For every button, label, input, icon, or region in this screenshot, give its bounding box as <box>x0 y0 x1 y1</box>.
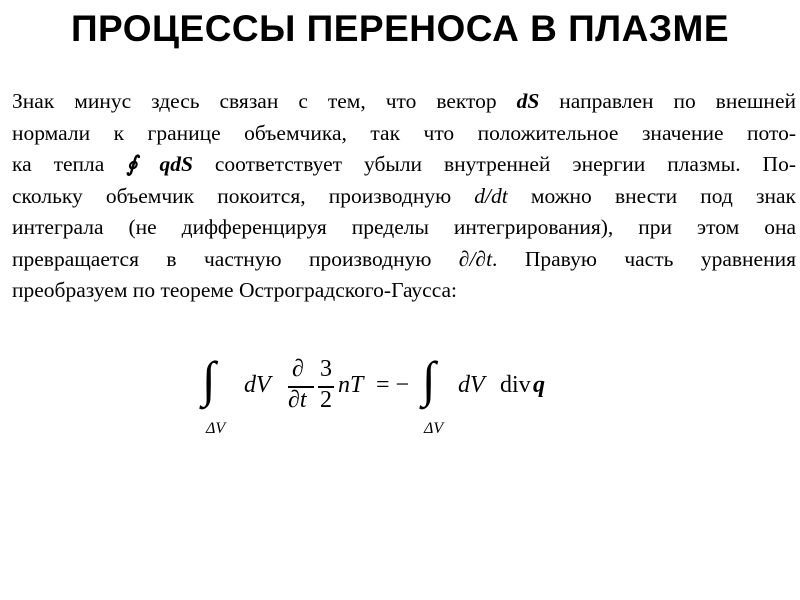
differential-dv-left: dV <box>244 372 271 398</box>
integral-lower-limit-right: ΔV <box>424 420 444 437</box>
integral-sign-left: ∫ <box>202 351 216 407</box>
nt-term: nT <box>338 372 364 398</box>
text-line: превращается в частную производную ∂/∂t. Правую часть уравнения <box>12 246 796 271</box>
text-line: нормали к границе объемчика, так что положительное значение пото- <box>12 120 796 145</box>
integral-sign-right: ∫ <box>422 351 436 407</box>
text-line: преобразуем по теореме Остроградского-Гаусса: <box>12 278 458 302</box>
integral-lower-limit-left: ΔV <box>206 420 226 437</box>
fraction-denominator: 2 <box>320 387 332 413</box>
div-operator: div <box>500 372 531 398</box>
differential-dv-right: dV <box>458 372 485 398</box>
q-vector: q <box>533 372 545 398</box>
text-line: скольку объемчик покоится, производную d/dt можно внести под знак <box>12 183 796 208</box>
text-line: Знак минус здесь связан с тем, что вектор dS направлен по внешней <box>12 89 796 113</box>
fraction-numerator: 3 <box>320 356 332 382</box>
text-line: интеграла (не дифференцируя пределы интегрирования), при этом она <box>12 215 796 239</box>
partial-denominator: ∂t <box>288 387 307 413</box>
body-paragraph <box>12 86 796 307</box>
text-line: ка тепла ∮ qdS соответствует убыли внутренней энергии плазмы. По- <box>12 152 796 176</box>
equals-minus: = − <box>376 372 410 398</box>
equation <box>200 350 620 450</box>
page-title: ПРОЦЕССЫ ПЕРЕНОСА В ПЛАЗМЕ <box>70 8 730 49</box>
partial-numerator: ∂ <box>292 356 304 382</box>
